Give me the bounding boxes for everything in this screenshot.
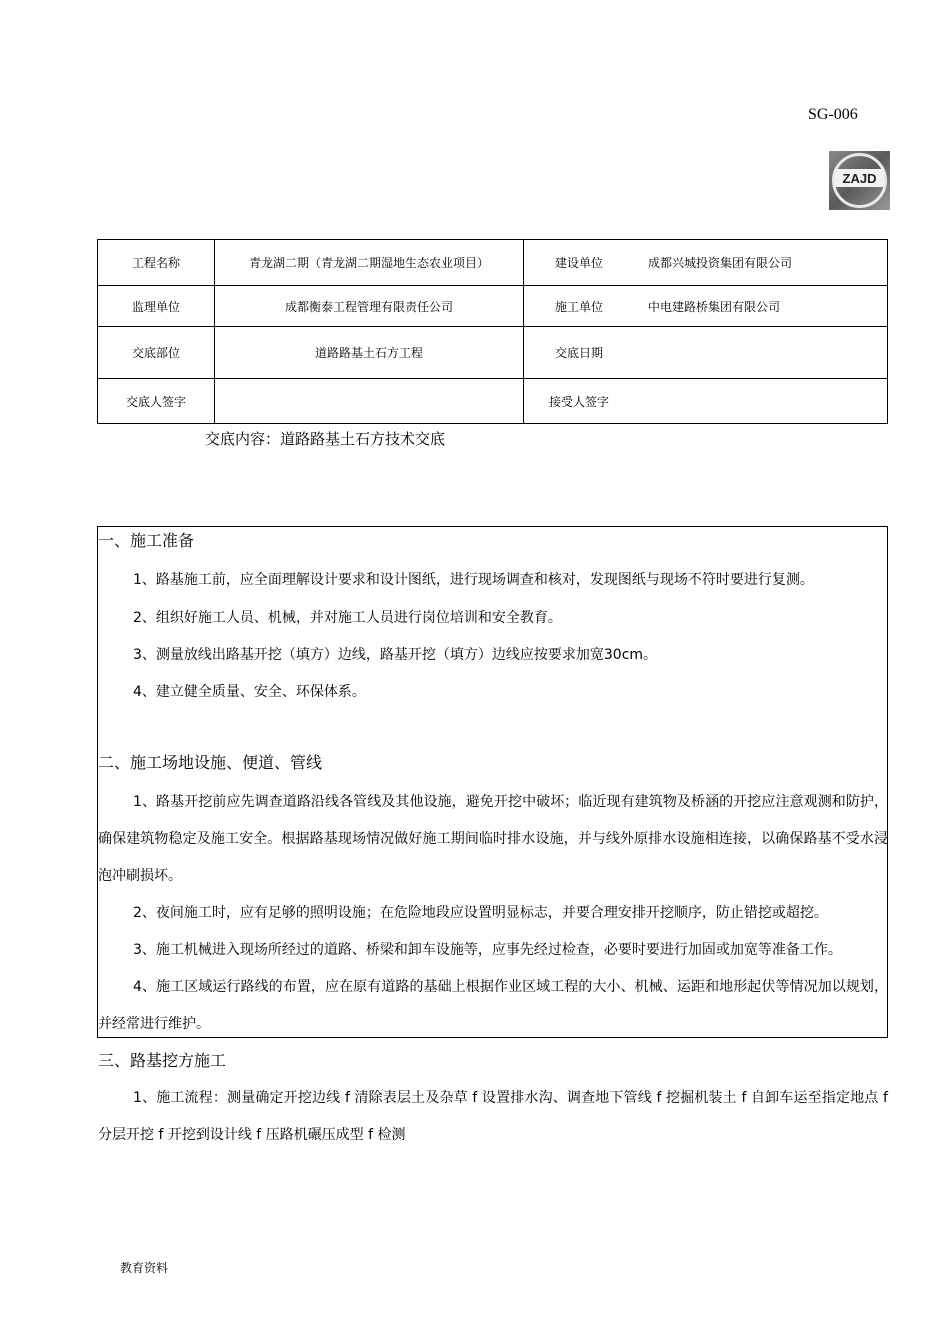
receiver-signature-label: 接受人签字 — [524, 379, 635, 424]
discloser-signature-label: 交底人签字 — [98, 379, 215, 424]
project-name-value: 青龙湖二期（青龙湖二期湿地生态农业项目） — [215, 240, 524, 286]
logo-text: ZAJD — [842, 171, 877, 186]
part-value: 道路路基土石方工程 — [215, 327, 524, 379]
list-item: 4、建立健全质量、安全、环保体系。 — [133, 684, 366, 700]
date-label: 交底日期 — [524, 327, 635, 379]
contractor-value: 中电建路桥集团有限公司 — [634, 286, 888, 327]
list-item: 3、测量放线出路基开挖（填方）边线，路基开挖（填方）边线应按要求加宽30cm。 — [133, 647, 658, 663]
list-item: 4、施工区域运行路线的布置，应在原有道路的基础上根据作业区域工程的大小、机械、运距和地形起伏等情况加以规划，并经常进行维护。 — [98, 979, 888, 1032]
table-row — [98, 327, 888, 379]
supervisor-value: 成都衡泰工程管理有限责任公司 — [215, 286, 524, 327]
table-row — [98, 286, 888, 327]
list-item: 2、夜间施工时，应有足够的照明设施；在危险地段应设置明显标志，并要合理安排开挖顺序，防止错挖或超挖。 — [133, 905, 828, 921]
date-value — [634, 327, 888, 379]
project-name-label: 工程名称 — [98, 240, 215, 286]
info-table — [97, 239, 888, 424]
table-row — [98, 240, 888, 286]
owner-value: 成都兴城投资集团有限公司 — [634, 240, 888, 286]
list-item: 2、组织好施工人员、机械，并对施工人员进行岗位培训和安全教育。 — [133, 610, 562, 626]
content-title: 交底内容：道路路基土石方技术交底 — [205, 430, 446, 448]
owner-label: 建设单位 — [524, 240, 635, 286]
list-item: 1、路基施工前，应全面理解设计要求和设计图纸，进行现场调查和核对，发现图纸与现场不符时要进行复测。 — [133, 572, 814, 588]
list-item: 3、施工机械进入现场所经过的道路、桥梁和卸车设施等，应事先经过检查，必要时要进行加固或加宽等准备工作。 — [133, 942, 842, 958]
list-item: 1、施工流程：测量确定开挖边线 f 清除表层土及杂草 f 设置排水沟、调查地下管线 f 挖掘机装土 f 自卸车运至指定地点 f 分层开挖 f 开挖到设计线 f 压路机碾压成型 f 检测 — [98, 1090, 888, 1143]
contractor-label: 施工单位 — [524, 286, 635, 327]
company-logo — [829, 151, 890, 210]
footer-note: 教育资料 — [120, 1261, 169, 1275]
supervisor-label: 监理单位 — [98, 286, 215, 327]
list-item: 1、路基开挖前应先调查道路沿线各管线及其他设施，避免开挖中破坏；临近现有建筑物及桥涵的开挖应注意观测和防护，确保建筑物稳定及施工安全。根据路基现场情况做好施工期间临时排水设施，并与线外原排水设施相连接，以确保路基不受水浸泡冲刷损坏。 — [98, 794, 888, 884]
discloser-signature-value — [215, 379, 524, 424]
section-heading-3: 三、路基挖方施工 — [98, 1051, 227, 1070]
section-heading-1: 一、施工准备 — [98, 531, 195, 550]
table-row — [98, 379, 888, 424]
document-code: SG-006 — [808, 106, 858, 123]
section-heading-2: 二、施工场地设施、便道、管线 — [98, 753, 323, 772]
part-label: 交底部位 — [98, 327, 215, 379]
receiver-signature-value — [634, 379, 888, 424]
